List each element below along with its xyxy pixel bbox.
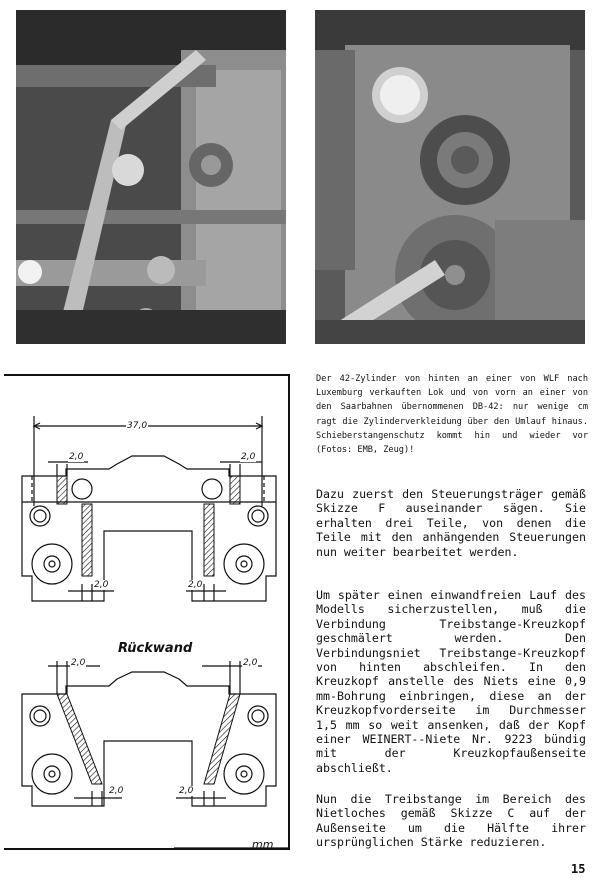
dim-bottom-right-lower: 2,0: [179, 786, 194, 796]
unit-label: mm: [252, 838, 274, 851]
dim-top-right-upper: 2,0: [241, 452, 256, 462]
dim-bottom-left-upper: 2,0: [71, 658, 86, 668]
dim-top-left-upper: 2,0: [69, 452, 84, 462]
cylinder-front-photo: [315, 10, 585, 344]
dim-bottom-right-upper: 2,0: [243, 658, 258, 668]
cylinder-rear-photo: [16, 10, 286, 344]
body-paragraph: Nun die Treibstange im Bereich des Nietloches gemäß Skizze C auf der Außenseite um die Hälfte ihrer ursprünglichen Stärke reduzieren.: [316, 792, 586, 850]
photo-caption: Der 42-Zylinder von hinten an einer von WLF nach Luxemburg verkauften Lok und von vorn an einer von den Saarbahnen übernommenen DB-42: nur wenige cm ragt die Zylinderverkleidung über den Umlauf hinaus. Schieberstangenschutz kommt hin und wieder vor (Fotos: EMB, Zeug)!: [316, 374, 588, 456]
body-paragraph: Dazu zuerst den Steuerungsträger gemäß Skizze F auseinander sägen. Sie erhalten drei Teile, von denen die Teile mit den anhängenden Steuerungen nun weiter bearbeitet werden.: [316, 487, 586, 559]
sketch-f-drawing: [4, 376, 290, 852]
dim-top-left-lower: 2,0: [94, 580, 109, 590]
rueckwand-label: Rückwand: [118, 641, 193, 656]
dim-bottom-left-lower: 2,0: [109, 786, 124, 796]
dim-overall: 37,0: [127, 421, 148, 431]
page-number: 15: [571, 862, 586, 876]
body-paragraph: Um später einen einwandfreien Lauf des Modells sicherzustellen, muß die Verbindung Treibstange-Kreuzkopf geschmälert werden. Den Verbindungsniet Treibstange-Kreuzkopf von hinten abschleifen. In den Kreuzkopf anstelle des Niets eine 0,9 mm-Bohrung einbringen, diese an der Kreuzkopfvorderseite im Durchmesser 1,5 mm so weit ansenken, daß der Kopf einer WEINERT--Niete Nr. 9223 bündig mit der Kreuzkopfaußenseite abschließt.: [316, 588, 586, 775]
sketch-f: [4, 374, 290, 850]
dim-top-right-lower: 2,0: [188, 580, 203, 590]
